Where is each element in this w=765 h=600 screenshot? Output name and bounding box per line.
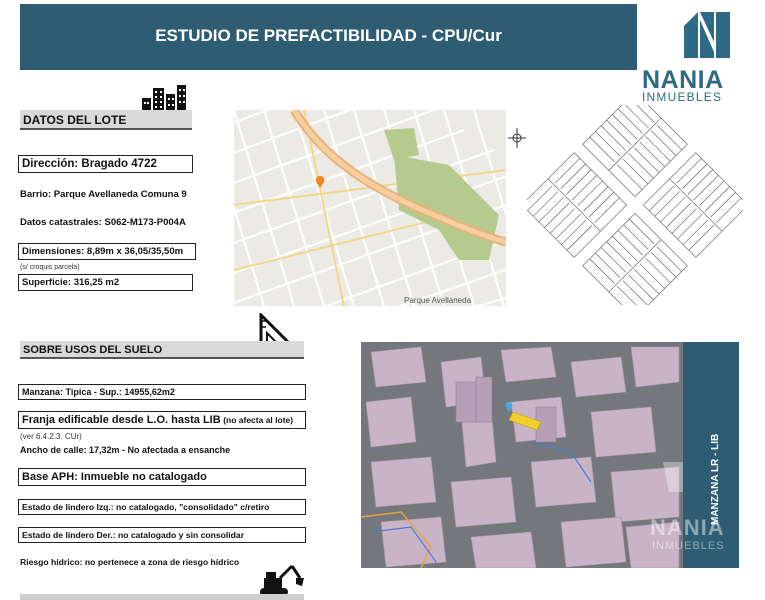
dimensiones-field: Dimensiones: 8,89m x 36,05/35,50m [18, 243, 196, 260]
barrio-field: Barrio: Parque Avellaneda Comuna 9 [20, 189, 187, 200]
aerial-watermark: NANIA [650, 515, 725, 540]
lindero-der-field: Estado de lindero Der.: no catalogado y sin consolidar [18, 527, 306, 543]
logo-sub: INMUEBLES [642, 90, 723, 104]
direccion-field: Dirección: Bragado 4722 [18, 155, 193, 173]
ancho-field: Ancho de calle: 17,32m - No afectada a ensanche [20, 445, 231, 455]
franja-field [18, 411, 306, 429]
excavator-icon [256, 562, 304, 598]
logo-mark-icon [684, 12, 730, 58]
brand-logo [640, 8, 740, 104]
section-header-lote: DATOS DEL LOTE [20, 110, 192, 130]
map-park-label: Parque Avellaneda [404, 296, 472, 305]
page-title: ESTUDIO DE PREFACTIBILIDAD - CPU/Cur [155, 26, 502, 45]
aerial-side-label: MANZANA LR - LIB [710, 433, 721, 525]
map-streets [234, 110, 506, 306]
ver-note: (ver 6.4.2.3. CUr) [20, 432, 82, 441]
aerial-3d-view [361, 342, 683, 568]
lindero-izq-field: Estado de lindero Izq.: no catalogado, "consolidado" c/retiro [18, 499, 306, 515]
manzana-field: Manzana: Tipica - Sup.: 14955,62m2 [18, 384, 306, 400]
franja-note: (no afecta al lote) [223, 415, 294, 425]
superficie-field: Superficie: 316,25 m2 [18, 274, 193, 291]
catastrales-field: Datos catastrales: S062-M173-P004A [20, 217, 186, 228]
franja-text: Franja edificable desde L.O. hasta LIB [22, 414, 221, 426]
bottom-divider [20, 594, 304, 600]
aerial-image [361, 342, 683, 568]
cadastral-plan [527, 105, 743, 305]
location-map [234, 110, 506, 306]
aph-field: Base APH: Inmueble no catalogado [18, 468, 306, 486]
compass-icon [508, 128, 526, 148]
croquis-note: (s/ croquis parcela) [20, 264, 80, 271]
section-header-usos: SOBRE USOS DEL SUELO [20, 341, 304, 359]
riesgo-field: Riesgo hídrico: no pertenece a zona de riesgo hídrico [20, 557, 240, 567]
aerial-watermark-sub: INMUEBLES [652, 540, 725, 552]
header-bar [20, 4, 637, 70]
logo-name: NANIA [642, 66, 724, 94]
